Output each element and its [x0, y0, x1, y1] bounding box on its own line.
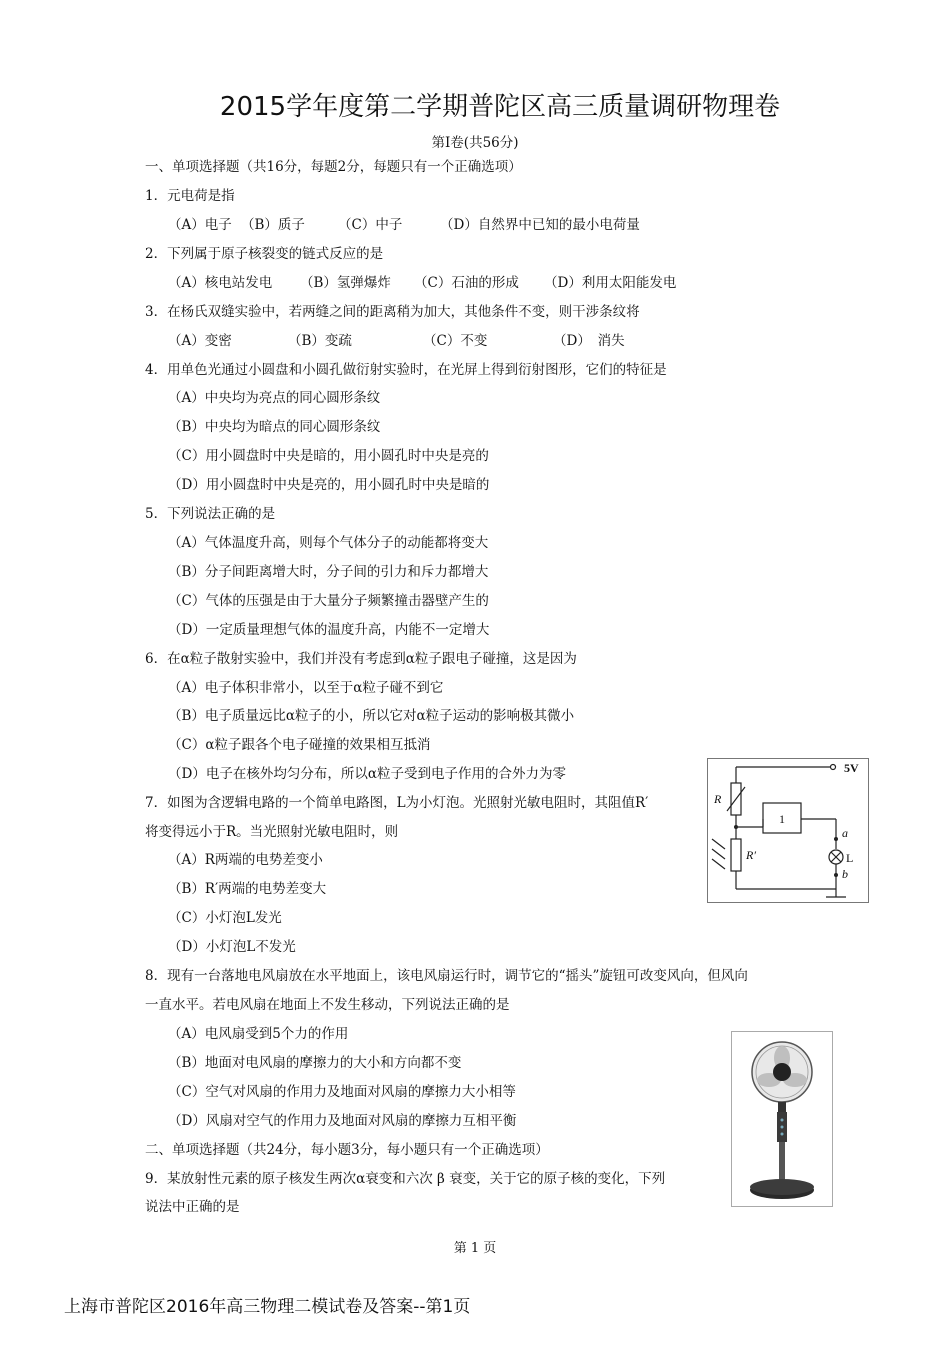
resistor-r-arrow [727, 787, 745, 811]
q7-stem-line2: 将变得远小于R。当光照射光敏电阻时，则 [145, 824, 399, 840]
q7-option-a: （A）R两端的电势差变小 [168, 852, 323, 868]
page-subtitle: 第Ⅰ卷(共56分) [431, 135, 519, 151]
q7-option-d: （D）小灯泡L不发光 [168, 939, 296, 955]
section2-heading: 二、单项选择题（共24分，每小题3分，每小题只有一个正确选项） [145, 1142, 549, 1158]
q1-options [168, 216, 640, 234]
q6-option-a: （A）电子体积非常小，以至于α粒子碰不到它 [168, 680, 444, 696]
q7-option-c: （C）小灯泡L发光 [168, 910, 282, 926]
q2-option-d: （D）利用太阳能发电 [544, 275, 677, 291]
page-number: 第 1 页 [453, 1241, 497, 1256]
q6-option-b: （B）电子质量远比α粒子的小，所以它对α粒子运动的影响极其微小 [168, 708, 575, 724]
q6-stem: 6．在α粒子散射实验中，我们并没有考虑到α粒子跟电子碰撞，这是因为 [145, 651, 577, 667]
q1-stem: 1．元电荷是指 [145, 188, 235, 204]
q8-stem-line2: 一直水平。若电风扇在地面上不发生移动，下列说法正确的是 [145, 997, 510, 1013]
q3-stem: 3．在杨氏双缝实验中，若两缝之间的距离稍为加大，其他条件不变，则干涉条纹将 [145, 304, 640, 320]
q8-option-b: （B）地面对电风扇的摩擦力的大小和方向都不变 [168, 1055, 462, 1071]
q3-option-b: （B）变疏 [288, 333, 352, 349]
node-a-label: a [842, 826, 848, 840]
q6-option-d: （D）电子在核外均匀分布，所以α粒子受到电子作用的合外力为零 [168, 766, 566, 782]
q2-stem: 2．下列属于原子核裂变的链式反应的是 [145, 246, 384, 262]
q5-stem: 5．下列说法正确的是 [145, 506, 276, 522]
q8-option-a: （A）电风扇受到5个力的作用 [168, 1026, 349, 1042]
q4-option-d: （D）用小圆盘时中央是亮的，用小圆孔时中央是暗的 [168, 477, 490, 493]
page-title: 2015学年度第二学期普陀区高三质量调研物理卷 [219, 92, 781, 122]
standing-fan-icon [732, 1032, 832, 1206]
q5-option-d: （D）一定质量理想气体的温度升高，内能不一定增大 [168, 622, 490, 638]
q8-option-c: （C）空气对风扇的作用力及地面对风扇的摩擦力大小相等 [168, 1084, 516, 1100]
q2-options [168, 274, 676, 292]
q4-stem: 4．用单色光通过小圆盘和小圆孔做衍射实验时，在光屏上得到衍射图形，它们的特征是 [145, 362, 667, 378]
q8-stem-line1: 8．现有一台落地电风扇放在水平地面上，该电风扇运行时，调节它的“摇头”旋钮可改变风向，但风向 [145, 968, 748, 984]
q2-option-a: （A）核电站发电 [168, 275, 273, 291]
fan-figure [731, 1031, 833, 1207]
q3-options [168, 332, 625, 350]
q9-stem-line1: 9．某放射性元素的原子核发生两次α衰变和六次 β 衰变，关于它的原子核的变化，下列 [145, 1171, 666, 1187]
q5-option-b: （B）分子间距离增大时，分子间的引力和斥力都增大 [168, 564, 489, 580]
q4-option-b: （B）中央均为暗点的同心圆形条纹 [168, 419, 381, 435]
node-a-dot [834, 837, 838, 841]
resistor-rprime [731, 839, 741, 871]
q3-option-d: （D） 消失 [553, 333, 625, 349]
q3-option-a: （A）变密 [168, 333, 232, 349]
q1-option-d: （D）自然界中已知的最小电荷量 [440, 217, 640, 233]
lamp-label: L [846, 851, 854, 865]
node-b-label: b [842, 867, 848, 881]
light-ray-1 [712, 839, 725, 849]
q3-option-c: （C）不变 [423, 333, 488, 349]
circuit-figure [707, 758, 869, 903]
q8-option-d: （D）风扇对空气的作用力及地面对风扇的摩擦力互相平衡 [168, 1113, 517, 1129]
light-ray-3 [712, 859, 725, 869]
node-b-dot [834, 873, 838, 877]
voltage-label: 5V [844, 761, 859, 775]
q2-option-c: （C）石油的形成 [414, 275, 519, 291]
q1-option-a: （A）电子 [168, 217, 232, 233]
q4-option-a: （A）中央均为亮点的同心圆形条纹 [168, 390, 381, 406]
q6-option-c: （C）α粒子跟各个电子碰撞的效果相互抵消 [168, 737, 431, 753]
q5-option-a: （A）气体温度升高，则每个气体分子的动能都将变大 [168, 535, 489, 551]
light-ray-2 [712, 849, 725, 859]
document-footer-title: 上海市普陀区2016年高三物理二模试卷及答案--第1页 [64, 1297, 471, 1317]
q7-stem-line1: 7．如图为含逻辑电路的一个简单电路图，L为小灯泡。光照射光敏电阻时，其阻值R′ [145, 795, 649, 811]
junction-dot [734, 825, 738, 829]
q9-stem-line2: 说法中正确的是 [145, 1199, 240, 1215]
gate-label: 1 [779, 812, 785, 826]
q7-option-b: （B）R′两端的电势差变大 [168, 881, 327, 897]
supply-terminal [831, 765, 836, 770]
circuit-diagram [708, 759, 868, 902]
q4-option-c: （C）用小圆盘时中央是暗的，用小圆孔时中央是亮的 [168, 448, 489, 464]
q2-option-b: （B）氢弹爆炸 [300, 275, 391, 291]
r-label: R [714, 792, 722, 806]
q5-option-c: （C）气体的压强是由于大量分子频繁撞击器壁产生的 [168, 593, 489, 609]
q1-option-b: （B）质子 [241, 217, 305, 233]
rprime-label: R′ [746, 848, 756, 862]
section1-heading: 一、单项选择题（共16分，每题2分，每题只有一个正确选项） [145, 159, 522, 175]
q1-option-c: （C）中子 [338, 217, 403, 233]
